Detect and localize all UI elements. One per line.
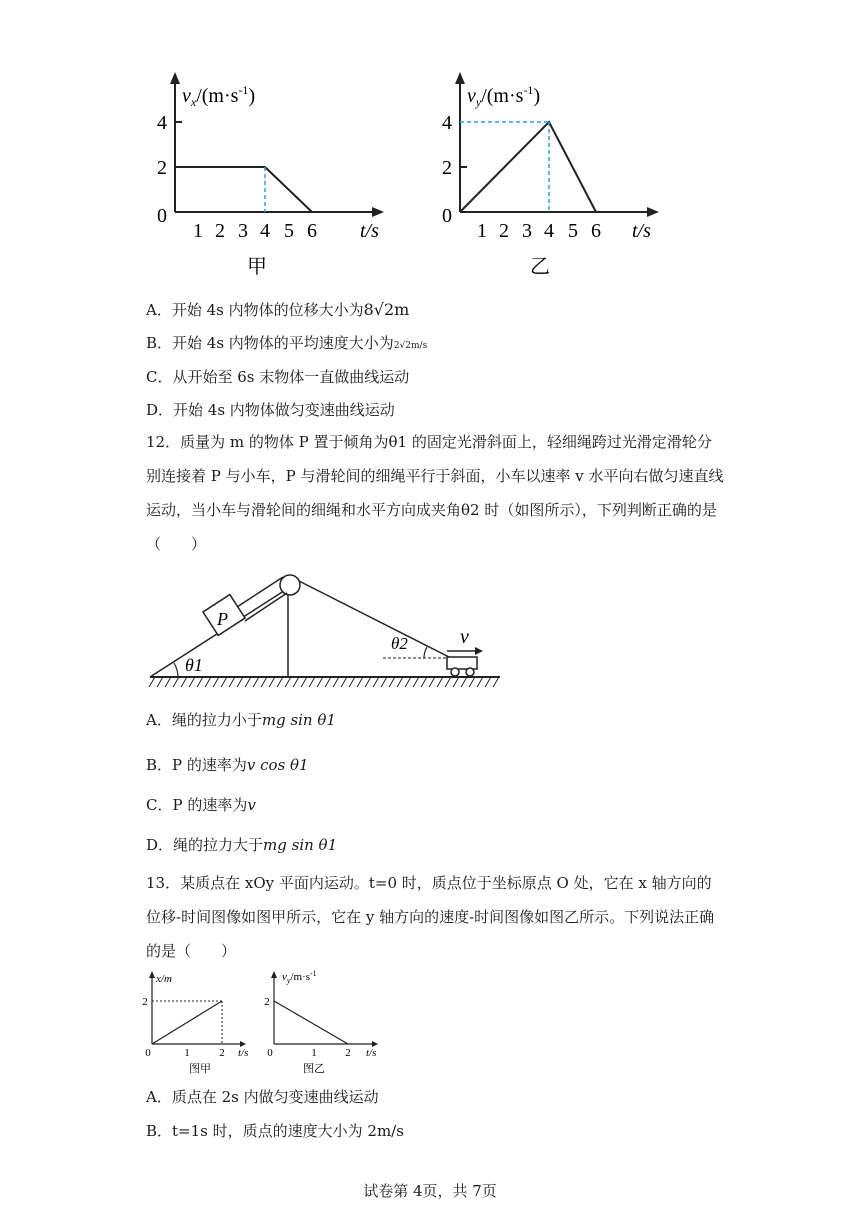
q12-option-d[interactable]: D．绳的拉力大于mg sin θ1 (146, 836, 338, 854)
xtick-2: 2 (345, 1047, 351, 1059)
ytick-0: 0 (267, 1047, 273, 1059)
xtick-3: 3 (522, 220, 532, 242)
xtick-2: 2 (215, 220, 225, 242)
xtick-5: 5 (568, 220, 578, 242)
ytick-0: 0 (157, 205, 167, 227)
q11-option-a[interactable]: A．开始 4s 内物体的位移大小为8√2m (146, 300, 410, 319)
graph-tu-jia (140, 968, 270, 1078)
x-axis-label: t/s (632, 220, 651, 242)
page-footer: 试卷第 4页，共 7页 (363, 1182, 497, 1200)
graph-tu-yi (262, 968, 392, 1078)
q11-option-c[interactable]: C．从开始至 6s 末物体一直做曲线运动 (146, 368, 410, 386)
y-axis-label: $v_y/(m\cdot s^{-1})$ (467, 83, 541, 109)
xtick-1: 1 (477, 220, 487, 242)
theta2-label: θ2 (391, 634, 408, 653)
q12-option-a[interactable]: A．绳的拉力小于mg sin θ1 (146, 711, 336, 729)
graph-yi (425, 70, 685, 280)
caption-yi: 乙 (530, 256, 550, 278)
ytick-2: 2 (442, 157, 452, 179)
q12-option-b[interactable]: B．P 的速率为v cos θ1 (146, 756, 309, 774)
xtick-4: 4 (260, 220, 270, 242)
math: mg sin θ1 (261, 711, 336, 729)
q12-option-c[interactable]: C．P 的速率为v (146, 796, 256, 814)
xtick-2: 2 (499, 220, 509, 242)
q13-text: 13．某质点在 xOy 平面内运动。t=0 时，质点位于坐标原点 O 处，它在 x 轴方向的位移-时间图像如图甲所示，它在 y 轴方向的速度-时间图像如图乙所示。下列说法正确的是（ ） (146, 874, 715, 960)
xtick-5: 5 (284, 220, 294, 242)
caption-jia: 甲 (247, 256, 267, 278)
caption: 图甲 (189, 1063, 211, 1075)
ytick-2: 2 (157, 157, 167, 179)
xtick-2: 2 (219, 1047, 225, 1059)
x-axis-label: t/s (366, 1047, 377, 1059)
xtick-1: 1 (184, 1047, 190, 1059)
incline-pulley-diagram (145, 565, 505, 695)
x-axis-label: t/s (360, 220, 379, 242)
ytick-4: 4 (442, 112, 452, 134)
q13-option-b[interactable]: B．t=1s 时，质点的速度大小为 2m/s (146, 1122, 404, 1140)
ytick-4: 4 (157, 112, 167, 134)
y-axis-label: x/m (156, 973, 172, 985)
xtick-3: 3 (238, 220, 248, 242)
caption: 图乙 (303, 1063, 325, 1075)
xtick-1: 1 (193, 220, 203, 242)
ytick-0: 0 (145, 1047, 151, 1059)
block-label: P (217, 609, 228, 629)
graph-jia (140, 70, 400, 280)
xtick-6: 6 (307, 220, 317, 242)
math: 8√2m (363, 300, 410, 319)
xtick-6: 6 (591, 220, 601, 242)
xtick-1: 1 (311, 1047, 317, 1059)
velocity-label: v (460, 626, 469, 648)
math: 2√2m/s (393, 341, 428, 351)
q12-text: 12．质量为 m 的物体 P 置于倾角为θ1 的固定光滑斜面上，轻细绳跨过光滑定滑轮分别连接着 P 与小车，P 与滑轮间的细绳平行于斜面，小车以速率 v 水平向右做匀速直线运动，当小车与滑轮间的细绳和水平方向成夹角θ2 时（如图所示），下列判断正确的是（ ） (146, 433, 724, 553)
ytick-2: 2 (264, 996, 270, 1008)
ytick-0: 0 (442, 205, 452, 227)
q13-option-a[interactable]: A．质点在 2s 内做匀变速曲线运动 (146, 1088, 379, 1106)
q11-option-b[interactable]: B．开始 4s 内物体的平均速度大小为2√2m/s (146, 334, 428, 352)
math: v (247, 796, 256, 814)
math: mg sin θ1 (263, 836, 338, 854)
y-axis-label: $v_y/m\cdot s^{-1}$ (282, 969, 317, 985)
math: v cos θ1 (246, 756, 309, 774)
theta1-label: θ1 (185, 655, 203, 675)
xtick-4: 4 (544, 220, 554, 242)
ytick-2: 2 (142, 996, 148, 1008)
q11-option-d[interactable]: D．开始 4s 内物体做匀变速曲线运动 (146, 401, 395, 419)
y-axis-label: $v_x/(m\cdot s^{-1})$ (182, 83, 256, 109)
x-axis-label: t/s (238, 1047, 249, 1059)
